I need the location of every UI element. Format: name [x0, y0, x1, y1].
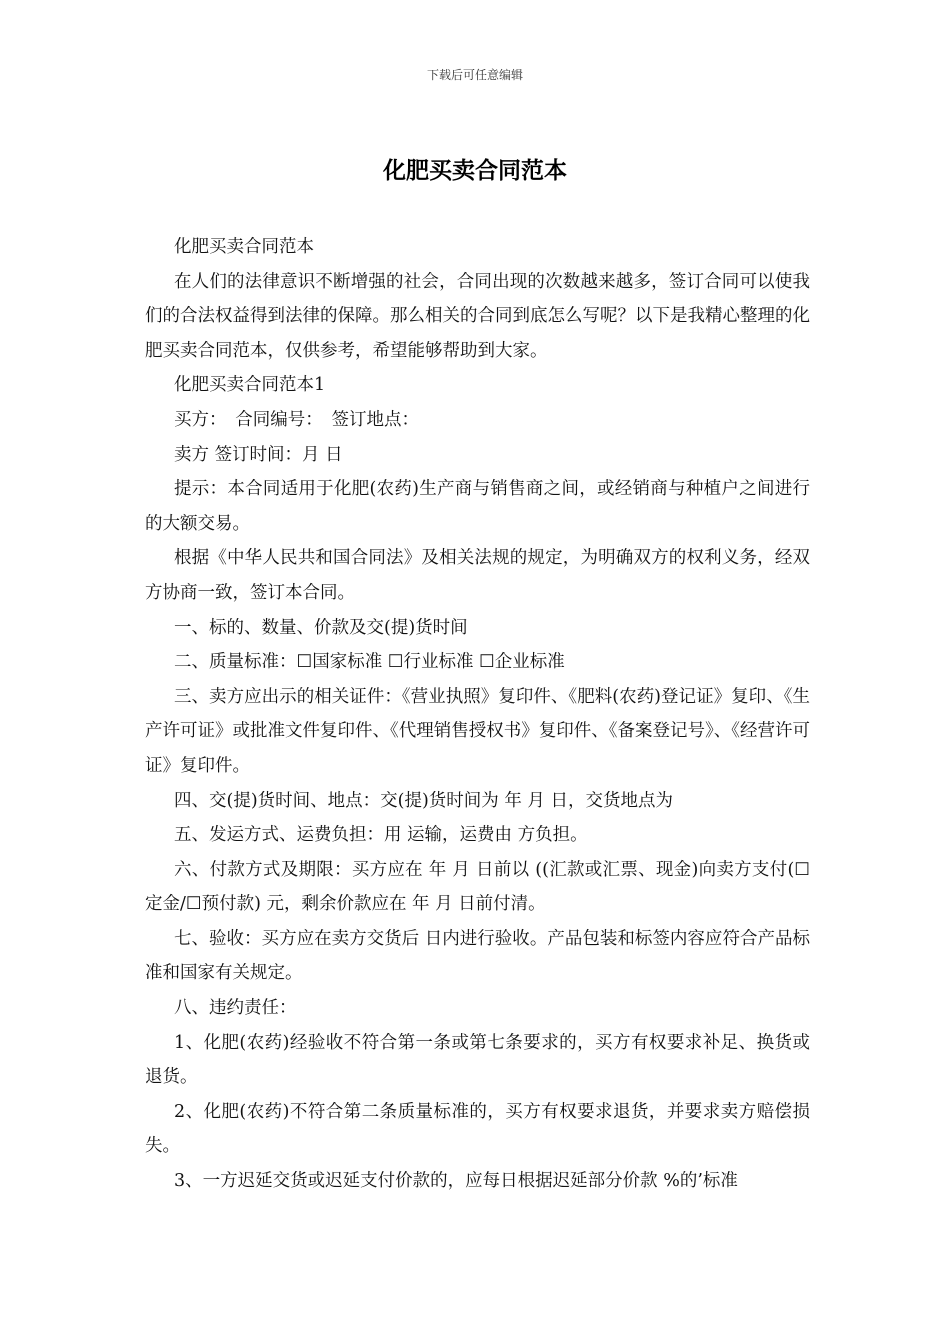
- paragraph: 四、交(提)货时间、地点：交(提)货时间为 年 月 日，交货地点为: [174, 790, 673, 811]
- paragraph: 买方： 合同编号： 签订地点：: [174, 409, 419, 430]
- paragraph: 化肥买卖合同范本: [174, 237, 314, 257]
- paragraph: 六、付款方式及期限：买方应在 年 月 日前以 ((汇款或汇票、现金)向卖方支付(☐定金/☐预付款) 元，剩余价款应在 年 月 日前付清。: [145, 859, 810, 915]
- paragraph: 根据《中华人民共和国合同法》及相关法规的规定，为明确双方的权利义务，经双方协商一致，签订本合同。: [145, 548, 810, 603]
- paragraph: 八、违约责任：: [174, 998, 297, 1019]
- paragraph: 卖方 签订时间：月 日: [174, 444, 343, 465]
- paragraph: 2、化肥(农药)不符合第二条质量标准的，买方有权要求退货，并要求卖方赔偿损失。: [145, 1101, 810, 1157]
- document-body: [145, 230, 810, 1199]
- paragraph: 五、发运方式、运费负担：用 运输，运费由 方负担。: [174, 825, 588, 846]
- paragraph: 1、化肥(农药)经验收不符合第一条或第七条要求的，买方有权要求补足、换货或退货。: [145, 1032, 810, 1088]
- paragraph: 三、卖方应出示的相关证件：《营业执照》复印件、《肥料(农药)登记证》复印、《生产许可证》或批准文件复印件、《代理销售授权书》复印件、《备案登记号》、《经营许可证》复印件。: [145, 686, 810, 776]
- paragraph: 二、质量标准：☐国家标准 ☐行业标准 ☐企业标准: [174, 652, 565, 673]
- paragraph: 3、一方迟延交货或迟延支付价款的，应每日根据迟延部分价款 %的’标准: [174, 1171, 738, 1192]
- document-title: 化肥买卖合同范本: [383, 158, 567, 184]
- paragraph: 七、验收：买方应在卖方交货后 日内进行验收。产品包装和标签内容应符合产品标准和国家有关规定。: [145, 928, 810, 984]
- page-header: 下载后可任意编辑: [426, 68, 523, 82]
- paragraph: 提示：本合同适用于化肥(农药)生产商与销售商之间，或经销商与种植户之间进行的大额交易。: [145, 479, 810, 534]
- paragraph: 化肥买卖合同范本1: [174, 375, 326, 396]
- paragraph: 在人们的法律意识不断增强的社会，合同出现的次数越来越多，签订合同可以使我们的合法权益得到法律的保障。那么相关的合同到底怎么写呢？以下是我精心整理的化肥买卖合同范本，仅供参考，希望能够帮助到大家。: [145, 271, 810, 361]
- paragraph: 一、标的、数量、价款及交(提)货时间: [174, 617, 468, 638]
